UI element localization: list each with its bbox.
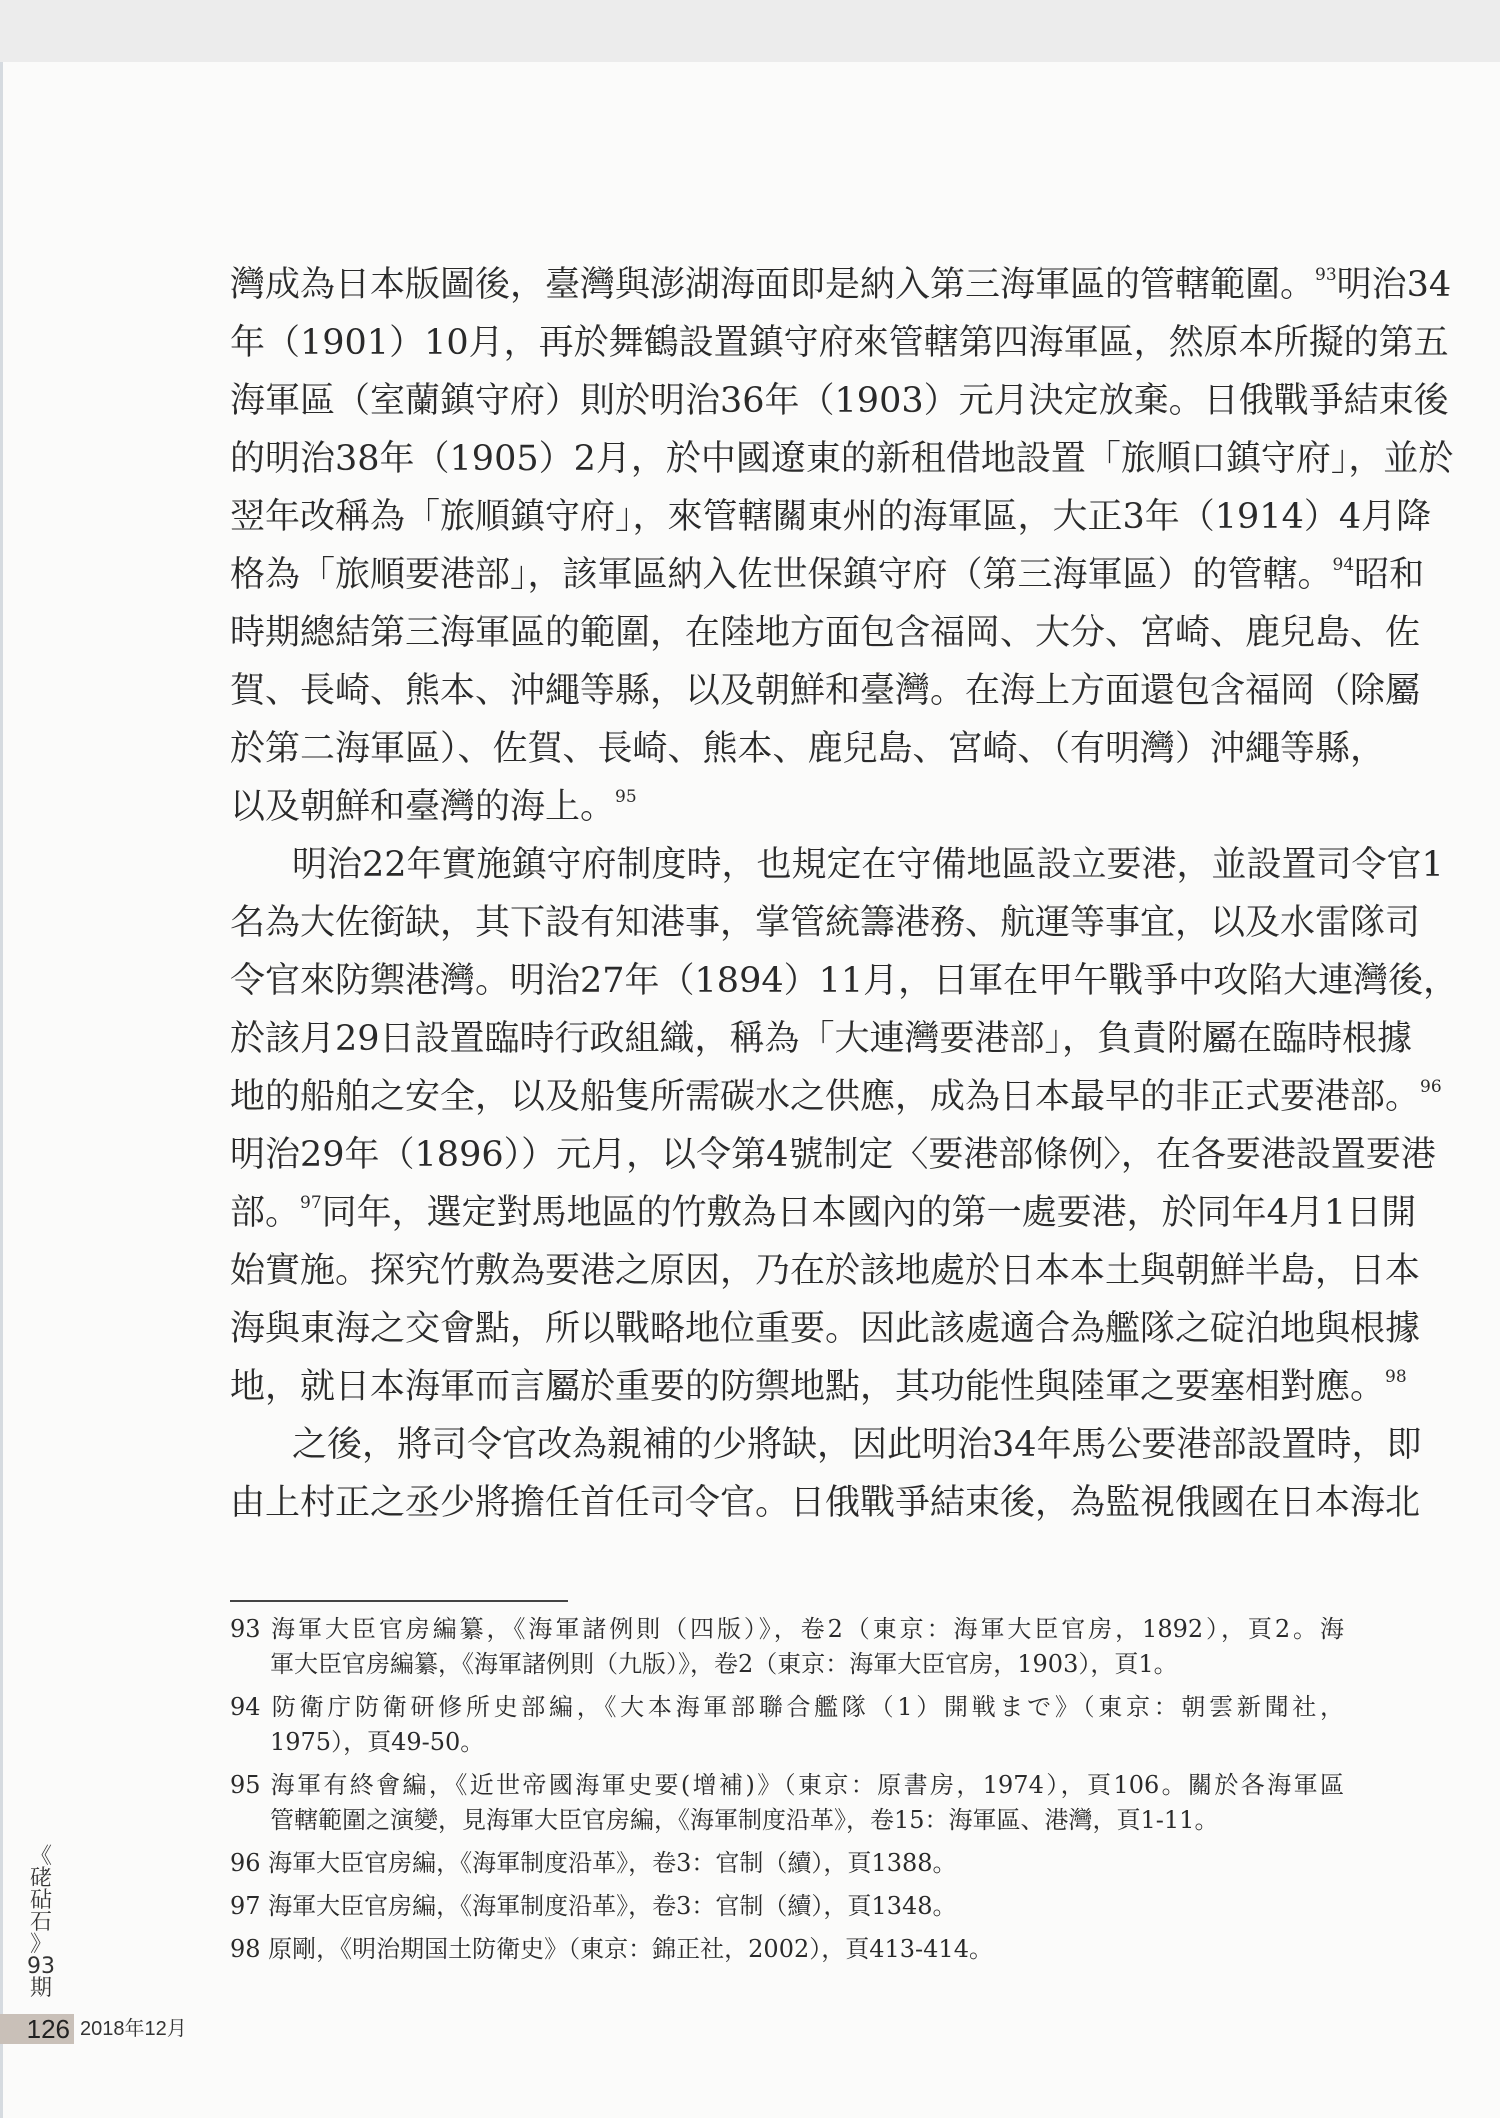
footnote-ref[interactable]: 97	[300, 1193, 322, 1213]
body-line	[230, 1184, 1417, 1242]
text-run: 同年，選定對馬地區的竹敷為日本國內的第一處要港，於同年4月1日開	[321, 1193, 1417, 1233]
body-line	[230, 894, 1421, 952]
issue-date: 2018年12月	[80, 2018, 187, 2040]
body-line	[230, 1358, 1407, 1416]
text-run: 以及朝鮮和臺灣的海上。	[230, 787, 616, 827]
text-run: 地，就日本海軍而言屬於重要的防禦地點，其功能性與陸軍之要塞相對應。	[230, 1367, 1386, 1407]
journal-name-char: 《	[29, 1844, 52, 1869]
footnote-line: 98 原剛，《明治期国土防衛史》（東京：錦正社，2002），頁413-414。	[230, 1935, 993, 1963]
text-run: 部。	[230, 1193, 301, 1233]
footnote-ref[interactable]: 96	[1420, 1077, 1442, 1097]
footnote-line: 93 海軍大臣官房編纂，《海軍諸例則（四版）》，卷2（東京：海軍大臣官房，1892），頁2。海	[230, 1615, 1344, 1643]
text-run: 於該月29日設置臨時行政組織，稱為「大連灣要港部」，負責附屬在臨時根據	[230, 1019, 1413, 1059]
body-text	[230, 256, 1459, 1532]
footnote-line: 94 防衛庁防衛研修所史部編，《大本海軍部聯合艦隊（1）開戦まで》（東京：朝雲新聞社，	[230, 1693, 1344, 1721]
footnote-line: 1975），頁49-50。	[270, 1728, 485, 1756]
text-run: 時期總結第三海軍區的範圍，在陸地方面包含福岡、大分、宮崎、鹿兒島、佐	[230, 613, 1421, 653]
footnote-ref[interactable]: 95	[615, 787, 637, 807]
footnote-line: 95 海軍有終會編，《近世帝國海軍史要(增補)》（東京：原書房，1974），頁106。關於各海軍區	[230, 1771, 1344, 1799]
body-line	[230, 372, 1449, 430]
journal-name-char: 93	[27, 1954, 55, 1979]
journal-name-char: 石	[29, 1910, 52, 1935]
body-line	[230, 604, 1421, 662]
text-run: 翌年改稱為「旅順鎮守府」，來管轄關東州的海軍區，大正3年（1914）4月降	[230, 497, 1432, 537]
body-line	[230, 1300, 1421, 1358]
body-line	[230, 256, 1452, 314]
footnote-line: 96 海軍大臣官房編，《海軍制度沿革》，卷3：官制（續），頁1388。	[230, 1849, 957, 1877]
body-line	[230, 662, 1421, 720]
footnote-ref[interactable]: 94	[1332, 555, 1355, 575]
footnote-divider	[230, 1600, 568, 1602]
text-run: 昭和	[1354, 555, 1425, 595]
scan-top-band	[0, 0, 1500, 62]
text-run: 海與東海之交會點，所以戰略地位重要。因此該處適合為艦隊之碇泊地與根據	[230, 1309, 1421, 1349]
text-run: 格為「旅順要港部」，該軍區納入佐世保鎮守府（第三海軍區）的管轄。	[230, 555, 1333, 595]
body-line	[230, 1010, 1413, 1068]
text-run: 於第二海軍區）、佐賀、長崎、熊本、鹿兒島、宮崎、（有明灣）沖繩等縣，	[230, 729, 1386, 769]
text-run: 海軍區（室蘭鎮守府）則於明治36年（1903）元月決定放棄。日俄戰爭結束後	[230, 381, 1449, 421]
body-line	[230, 430, 1454, 488]
footnotes	[230, 1612, 1344, 1967]
journal-name-char: 期	[29, 1976, 52, 2001]
body-line	[230, 1242, 1421, 1300]
body-line	[230, 1416, 1422, 1474]
body-line	[230, 1474, 1421, 1532]
text-run: 年（1901）10月，再於舞鶴設置鎮守府來管轄第四海軍區，然原本所擬的第五	[230, 323, 1449, 363]
text-run: 地的船舶之安全，以及船隻所需碳水之供應，成為日本最早的非正式要港部。	[230, 1077, 1421, 1117]
text-run: 令官來防禦港灣。明治27年（1894）11月，日軍在甲午戰爭中攻陷大連灣後，	[230, 961, 1459, 1001]
body-line	[230, 1068, 1442, 1126]
footnote-line: 97 海軍大臣官房編，《海軍制度沿革》，卷3：官制（續），頁1348。	[230, 1892, 957, 1920]
text-run: 始實施。探究竹敷為要港之原因，乃在於該地處於日本本土與朝鮮半島，日本	[230, 1251, 1421, 1291]
footnote-ref[interactable]: 98	[1385, 1367, 1407, 1387]
body-line	[230, 720, 1386, 778]
footnote-line: 管轄範圍之演變，見海軍大臣官房編，《海軍制度沿革》，卷15：海軍區、港灣，頁1-11。	[270, 1806, 1219, 1834]
text-run: 明治34	[1336, 265, 1452, 305]
text-run: 名為大佐銜缺，其下設有知港事，掌管統籌港務、航運等事宜，以及水雷隊司	[230, 903, 1421, 943]
text-run: 之後，將司令官改為親補的少將缺，因此明治34年馬公要港部設置時，即	[292, 1425, 1422, 1465]
footnote-line: 軍大臣官房編纂，《海軍諸例則（九版）》，卷2（東京：海軍大臣官房，1903），頁1。	[270, 1650, 1178, 1678]
text-run: 明治22年實施鎮守府制度時，也規定在守備地區設立要港，並設置司令官1	[292, 845, 1444, 885]
body-line	[230, 546, 1425, 604]
text-run: 賀、長崎、熊本、沖繩等縣，以及朝鮮和臺灣。在海上方面還包含福岡（除屬	[230, 671, 1421, 711]
body-line	[230, 952, 1459, 1010]
text-run: 由上村正之丞少將擔任首任司令官。日俄戰爭結束後，為監視俄國在日本海北	[230, 1483, 1421, 1523]
body-line	[230, 488, 1432, 546]
journal-name-char: 硓	[29, 1866, 52, 1891]
body-line	[230, 314, 1449, 372]
footnote-ref[interactable]: 93	[1315, 265, 1337, 285]
journal-name-vertical	[24, 1846, 58, 2000]
journal-name-char: 砧	[29, 1888, 52, 1913]
text-run: 的明治38年（1905）2月，於中國遼東的新租借地設置「旅順口鎮守府」，並於	[230, 439, 1454, 479]
body-line	[230, 836, 1444, 894]
text-run: 明治29年（1896））元月，以令第4號制定〈要港部條例〉，在各要港設置要港	[230, 1135, 1436, 1175]
body-line	[230, 778, 1344, 836]
text-run: 灣成為日本版圖後，臺灣與澎湖海面即是納入第三海軍區的管轄範圍。	[230, 265, 1316, 305]
journal-name-char: 》	[29, 1932, 52, 1957]
body-line	[230, 1126, 1436, 1184]
page-number: 126	[0, 2014, 74, 2044]
page-edge	[0, 62, 3, 2118]
